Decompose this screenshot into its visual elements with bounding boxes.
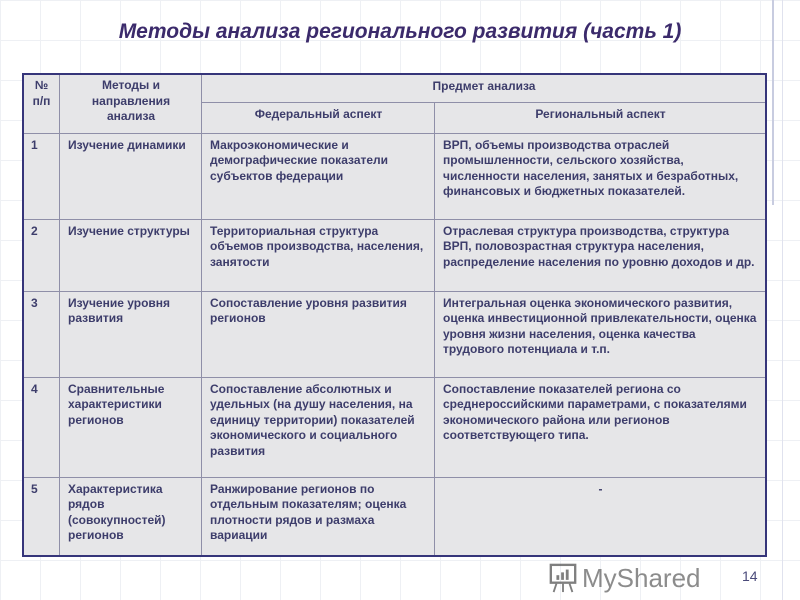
row-federal: Сопоставление уровня развития регионов: [202, 291, 435, 377]
row-method: Изучение динамики: [60, 133, 202, 219]
decorative-line: [782, 0, 783, 600]
row-method: Изучение структуры: [60, 219, 202, 291]
row-regional: ВРП, объемы производства отраслей промышленности, сельского хозяйства, численности населения, занятых и безработных, финансовых и бюджетных показателей.: [435, 133, 767, 219]
presentation-board-icon: [548, 562, 578, 594]
header-regional: Региональный аспект: [435, 102, 767, 133]
table-row: [23, 291, 766, 377]
row-federal: Макроэкономические и демографические показатели субъектов федерации: [202, 133, 435, 219]
table-row: [23, 377, 766, 477]
table-row: [23, 219, 766, 291]
header-federal: Федеральный аспект: [202, 102, 435, 133]
header-num: № п/п: [23, 74, 60, 133]
row-num: 2: [23, 219, 60, 291]
watermark-text: MyShared: [582, 563, 701, 593]
row-num: 5: [23, 477, 60, 556]
row-num: 3: [23, 291, 60, 377]
methods-table: [22, 73, 767, 557]
row-method: Сравнительные характеристики регионов: [60, 377, 202, 477]
row-regional: Интегральная оценка экономического развития, оценка инвестиционной привлекательности, оценка уровня жизни населения, оценка качества трудового потенциала и т.п.: [435, 291, 767, 377]
row-federal: Сопоставление абсолютных и удельных (на душу населения, на единицу территории) показателей экономического и социального развития: [202, 377, 435, 477]
row-num: 4: [23, 377, 60, 477]
row-regional: Сопоставление показателей региона со среднероссийскими параметрами, с показателями экономического района или регионов соответствующего типа.: [435, 377, 767, 477]
row-num: 1: [23, 133, 60, 219]
page-number: 14: [742, 568, 758, 584]
watermark-logo: [548, 562, 701, 594]
table-row: [23, 133, 766, 219]
row-federal: Ранжирование регионов по отдельным показателям; оценка плотности рядов и размаха вариации: [202, 477, 435, 556]
header-subject: Предмет анализа: [202, 74, 767, 102]
header-methods: Методы и направления анализа: [60, 74, 202, 133]
row-method: Характеристика рядов (совокупностей) регионов: [60, 477, 202, 556]
row-federal: Территориальная структура объемов производства, населения, занятости: [202, 219, 435, 291]
slide-title: Методы анализа регионального развития (часть 1): [118, 20, 682, 43]
row-method: Изучение уровня развития: [60, 291, 202, 377]
table-row: [23, 477, 766, 556]
row-regional: -: [435, 477, 767, 556]
row-regional: Отраслевая структура производства, структура ВРП, половозрастная структура населения, распределение населения по уровню доходов и др.: [435, 219, 767, 291]
